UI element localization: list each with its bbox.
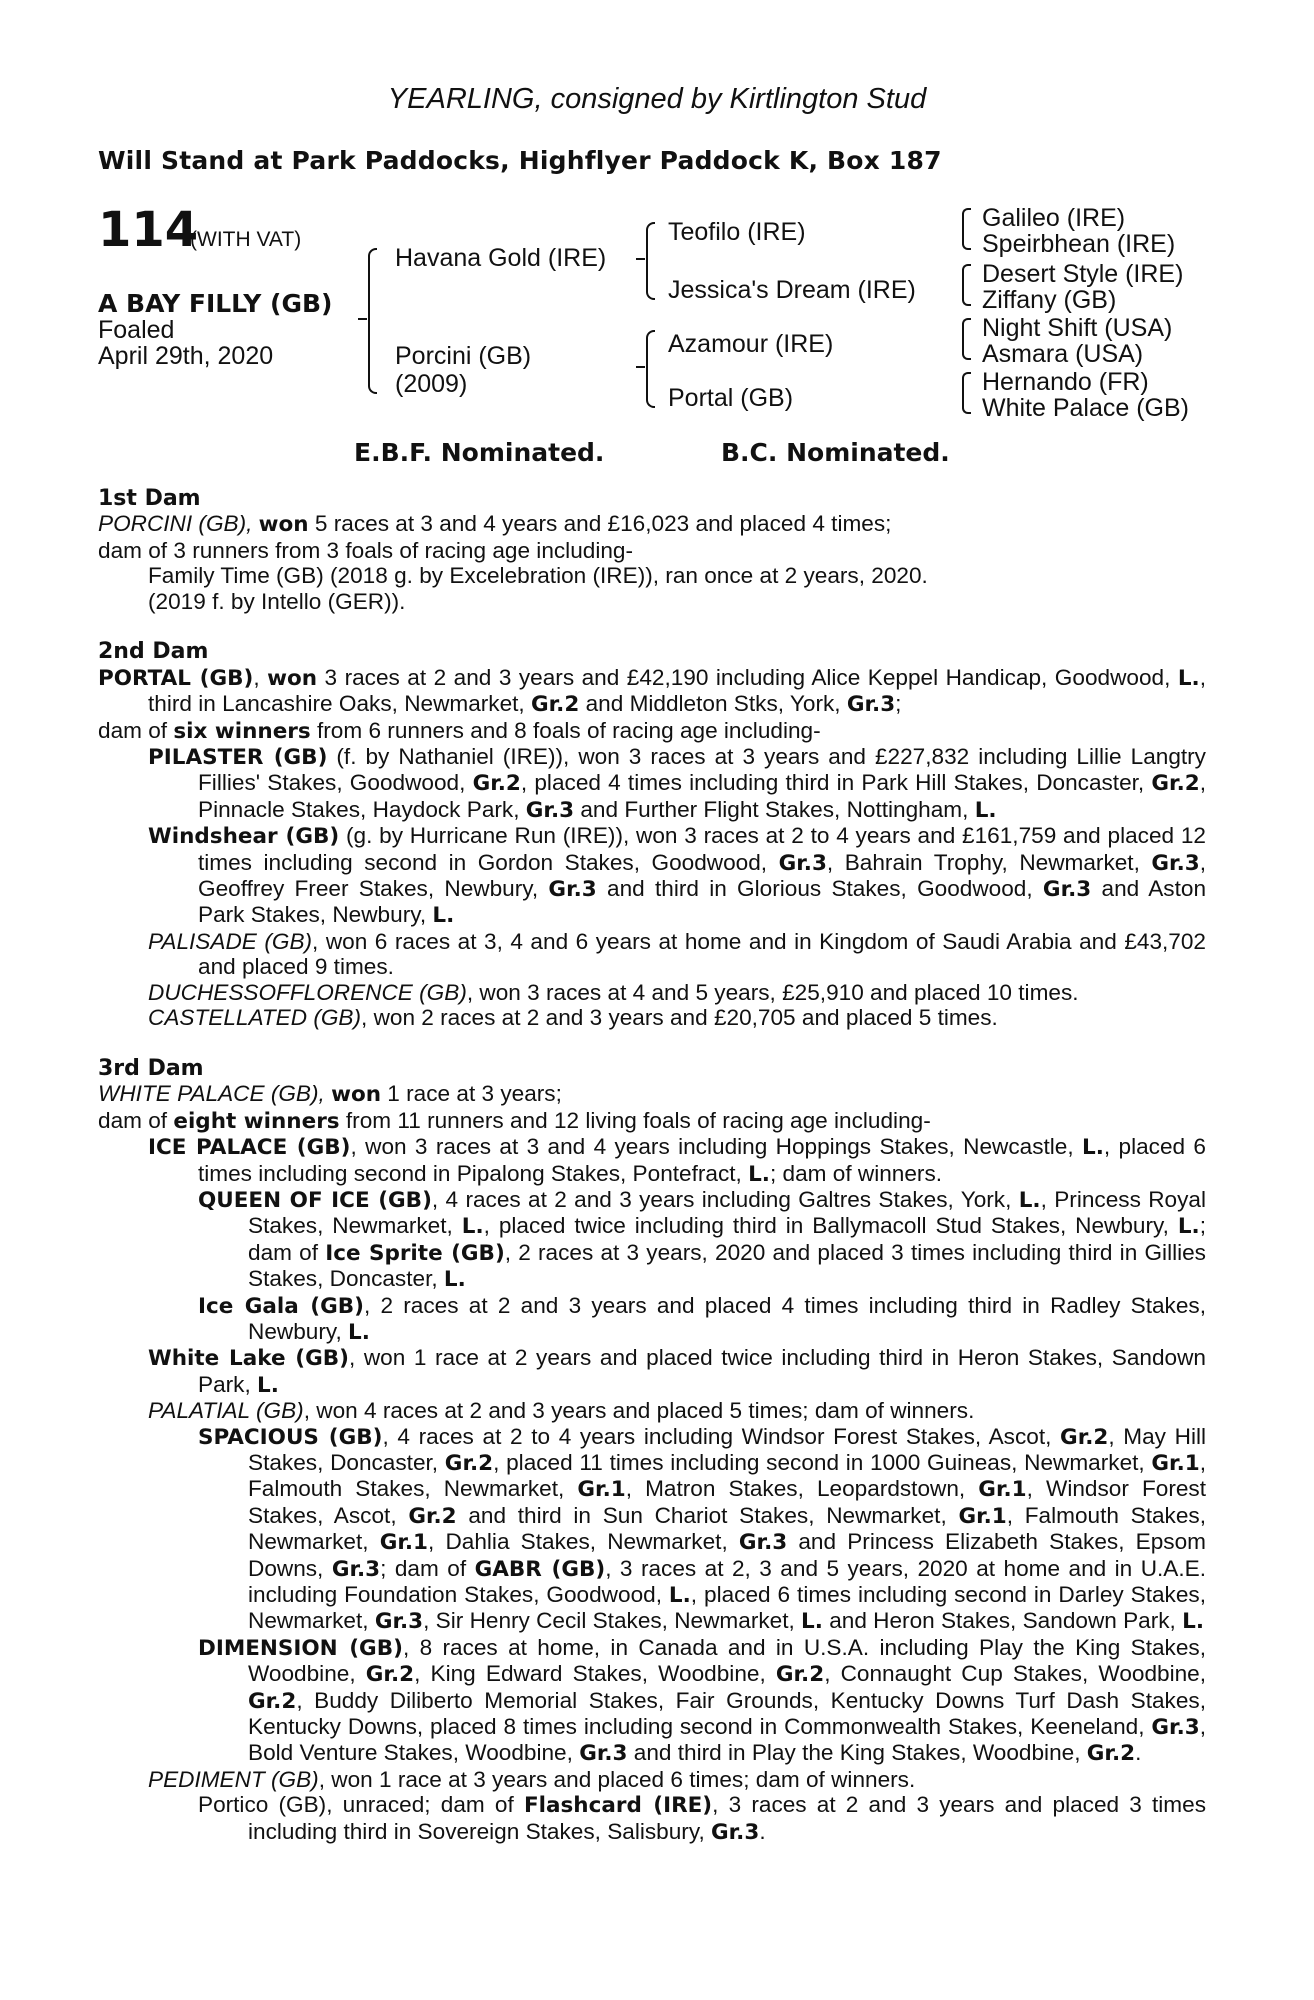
pedigree-brace-7 — [962, 372, 971, 414]
portal-produce — [98, 718, 1206, 744]
pedigree-g6: Asmara (USA) — [982, 340, 1144, 368]
grade-label: Gr.3 — [846, 692, 896, 718]
spacious-text: , May Hill Stakes, Doncaster, — [248, 1423, 1206, 1475]
ice-palace-text: ; dam of winners. — [769, 1160, 943, 1186]
ice-gala-entry — [198, 1293, 1206, 1346]
ebf-nomination: E.B.F. Nominated. — [354, 438, 605, 467]
pedigree-g7: Hernando (FR) — [982, 368, 1149, 396]
won-label: won — [331, 1082, 382, 1108]
white-lake-entry — [148, 1345, 1206, 1398]
pedigree-dam-year: (2009) — [395, 370, 468, 398]
queen-of-ice-text: , 4 races at 2 and 3 years including Galtres Stakes, York, — [431, 1186, 1019, 1212]
grade-label: Gr.2 — [1060, 1424, 1109, 1450]
spacious-entry — [198, 1424, 1206, 1635]
stand-location: Will Stand at Park Paddocks, Highflyer Paddock K, Box 187 — [98, 146, 942, 175]
pedigree-g2: Speirbhean (IRE) — [982, 230, 1176, 258]
listed-label: L. — [1082, 1135, 1104, 1161]
grade-label: Gr.3 — [711, 1819, 760, 1845]
windshear-text: and third in Glorious Stakes, Goodwood, — [596, 876, 1043, 902]
listed-label: L. — [974, 797, 997, 823]
pilaster-text: and Further Flight Stakes, Nottingham, — [574, 796, 975, 822]
listed-label: L. — [1177, 1214, 1200, 1240]
portico-text: , 3 races at 2 and 3 years and placed 3 times including third in Sovereign Stakes, Salisbury, — [248, 1792, 1206, 1844]
windshear-text: , Geoffrey Freer Stakes, Newbury, — [198, 849, 1206, 902]
pilaster-text: , Pinnacle Stakes, Haydock Park, — [198, 770, 1206, 822]
dimension-text: , Buddy Diliberto Memorial Stakes, Fair Grounds, Kentucky Downs Turf Dash Stakes, Kentucky Downs, placed 8 times including second in Commonwealth Stakes, Keeneland, — [248, 1687, 1206, 1740]
pedigree-sire: Havana Gold (IRE) — [395, 244, 607, 272]
pedigree-brace-3 — [646, 330, 655, 408]
queen-of-ice-text: ; dam of — [248, 1213, 1206, 1265]
listed-label: L. — [443, 1267, 466, 1293]
dimension-entry — [198, 1635, 1206, 1767]
foaled-label: Foaled — [98, 316, 175, 344]
palisade-text: , won 6 races at 3, 4 and 6 years at home and in Kingdom of Saudi Arabia and £43,702 and placed 9 times. — [198, 928, 1206, 980]
spacious-text: , placed 11 times including second in 1000 Guineas, Newmarket, — [493, 1450, 1152, 1475]
pedigree-brace-3-point — [636, 366, 645, 368]
ice-gala-name: Ice Gala (GB) — [198, 1293, 364, 1319]
spacious-text: , Windsor Forest Stakes, Ascot, — [248, 1476, 1206, 1528]
listed-label: L. — [1182, 1609, 1204, 1635]
dimension-text: and third in Play the King Stakes, Woodbine, — [627, 1740, 1087, 1766]
listed-label: L. — [257, 1372, 279, 1398]
pedigree-g4: Ziffany (GB) — [982, 286, 1117, 314]
palisade-entry — [148, 929, 1206, 980]
grade-label: Gr.2 — [1151, 771, 1200, 797]
queen-of-ice-text: , placed twice including third in Ballymacoll Stud Stakes, Newbury, — [483, 1213, 1178, 1239]
pedigree-brace-1 — [368, 248, 377, 394]
foaled-date: April 29th, 2020 — [98, 342, 274, 370]
grade-label: Gr.1 — [978, 1477, 1027, 1503]
spacious-text: , 4 races at 2 to 4 years including Windsor Forest Stakes, Ascot, — [382, 1423, 1061, 1449]
pediment-entry — [148, 1767, 1206, 1792]
listed-label: L. — [1018, 1187, 1041, 1213]
grade-label: Gr.1 — [1151, 1451, 1200, 1476]
grade-label: Gr.1 — [958, 1503, 1007, 1529]
first-dam-porcini — [98, 511, 1206, 537]
castellated-entry — [148, 1005, 1206, 1030]
grade-label: Gr.3 — [1151, 1715, 1200, 1741]
castellated-name: CASTELLATED (GB) — [148, 1005, 362, 1031]
flashcard-name: Flashcard (IRE) — [523, 1793, 713, 1819]
queen-of-ice-name: QUEEN OF ICE (GB) — [198, 1187, 432, 1213]
pedigree-g1: Galileo (IRE) — [982, 204, 1126, 232]
pedigree-dam: Porcini (GB) — [395, 342, 532, 370]
white-lake-text: , won 1 race at 2 years and placed twice including third in Heron Stakes, Sandown Park, — [198, 1345, 1206, 1397]
pedigree-dam-dam: Portal (GB) — [668, 384, 794, 412]
queen-of-ice-text: , 2 races at 3 years, 2020 and placed 3 times including third in Gillies Stakes, Doncaster, — [248, 1239, 1206, 1292]
portal-entry: PORTAL (GB), won 3 races at 2 and 3 years and £42,190 including Alice Keppel Handicap, Goodwood, L., third in Lancashire Oaks, Newmarket, Gr.2 and Middleton Stks, York, Gr.3; — [98, 664, 1207, 718]
grade-label: Gr.3 — [738, 1530, 788, 1556]
porcini-name: PORCINI (GB), — [98, 511, 259, 537]
listed-label: L. — [801, 1609, 823, 1635]
duchessofflorence-name: DUCHESSOFFLORENCE (GB) — [148, 979, 467, 1005]
dimension-text: , Connaught Cup Stakes, Woodbine, — [824, 1661, 1207, 1687]
listed-label: L. — [432, 903, 455, 929]
ice-gala-text: , 2 races at 2 and 3 years and placed 4 times including third in Radley Stakes, Newbury, — [248, 1292, 1206, 1344]
horse-name: A BAY FILLY (GB) — [98, 289, 333, 318]
listed-label: L. — [1177, 665, 1200, 691]
grade-label: Gr.3 — [1151, 850, 1200, 876]
ice-sprite-name: Ice Sprite (GB) — [325, 1240, 505, 1266]
pedigree-dam-sire: Azamour (IRE) — [668, 330, 834, 358]
grade-label: Gr.2 — [531, 692, 580, 718]
white-palace-text: 1 race at 3 years; — [381, 1081, 562, 1107]
ice-palace-entry — [148, 1134, 1206, 1187]
listed-label: L. — [668, 1583, 691, 1609]
portico-text: . — [759, 1818, 766, 1844]
pedigree-sire-sire: Teofilo (IRE) — [668, 218, 806, 246]
catalogue-title: YEARLING, consigned by Kirtlington Stud — [387, 83, 927, 115]
vat-note: (WITH VAT) — [190, 228, 302, 251]
grade-label: Gr.3 — [548, 877, 597, 903]
ice-palace-text: , won 3 races at 3 and 4 years including Hoppings Stakes, Newcastle, — [350, 1134, 1082, 1160]
queen-of-ice-text: , Princess Royal Stakes, Newmarket, — [248, 1186, 1206, 1239]
pedigree-brace-5 — [962, 264, 971, 306]
first-dam-produce: dam of 3 runners from 3 foals of racing age including- — [98, 537, 634, 563]
winners-count: six winners — [173, 718, 311, 744]
white-lake-name: White Lake (GB) — [148, 1346, 349, 1372]
portal-text: , third in Lancashire Oaks, Newmarket, — [148, 664, 1207, 717]
grade-label: Gr.3 — [331, 1556, 381, 1582]
duchessofflorence-text: , won 3 races at 4 and 5 years, £25,910 and placed 10 times. — [466, 979, 1079, 1005]
grade-label: Gr.3 — [525, 797, 575, 823]
first-dam-heading: 1st Dam — [98, 486, 201, 511]
windshear-text: , Bahrain Trophy, Newmarket, — [826, 849, 1152, 875]
white-palace-entry — [98, 1081, 1206, 1107]
pedigree-brace-2-point — [636, 258, 645, 260]
family-text — [98, 486, 1206, 1845]
grade-label: Gr.1 — [379, 1530, 429, 1556]
listed-label: L. — [748, 1161, 770, 1187]
pedigree-brace-4 — [962, 208, 971, 250]
winners-count: eight winners — [173, 1108, 340, 1134]
windshear-name: Windshear (GB) — [148, 824, 340, 850]
family-time-entry: Family Time (GB) (2018 g. by Excelebration (IRE)), ran once at 2 years, 2020. — [148, 563, 928, 589]
pedigree-brace-6 — [962, 318, 971, 360]
grade-label: Gr.3 — [374, 1609, 424, 1635]
foal-2019-entry: (2019 f. by Intello (GER)). — [148, 588, 406, 614]
windshear-entry — [148, 823, 1206, 929]
listed-label: L. — [348, 1319, 370, 1345]
dimension-text: . — [1135, 1740, 1142, 1766]
pedigree-brace-1-point — [358, 318, 367, 320]
spacious-text: ; dam of — [380, 1555, 475, 1581]
palatial-name: PALATIAL (GB) — [148, 1398, 304, 1424]
pilaster-text: , placed 4 times including third in Park Hill Stakes, Doncaster, — [520, 770, 1152, 796]
grade-label: Gr.1 — [577, 1477, 626, 1503]
grade-label: Gr.3 — [579, 1741, 628, 1767]
portal-name: PORTAL (GB) — [98, 665, 254, 691]
ice-palace-name: ICE PALACE (GB) — [148, 1135, 351, 1161]
pilaster-text: (f. by Nathaniel (IRE)), won 3 races at 3 years and £227,832 including Lillie Langtry Fillies' Stakes, Goodwood, — [198, 744, 1206, 796]
second-dam-heading: 2nd Dam — [98, 639, 209, 665]
portico-text: Portico (GB), unraced; dam of — [198, 1792, 524, 1818]
spacious-name: SPACIOUS (GB) — [198, 1424, 383, 1450]
dimension-text: , 8 races at home, in Canada and in U.S.A. including Play the King Stakes, Woodbine, — [248, 1634, 1206, 1687]
listed-label: L. — [461, 1214, 484, 1240]
windshear-text: (g. by Hurricane Run (IRE)), won 3 races at 2 to 4 years and £161,759 and placed 12 times including second in Gordon Stakes, Goodwood, — [198, 823, 1206, 875]
pedigree-sire-dam: Jessica's Dream (IRE) — [668, 276, 916, 304]
pedigree-brace-2 — [646, 222, 655, 300]
bc-nomination: B.C. Nominated. — [721, 438, 950, 467]
grade-label: Gr.3 — [778, 850, 827, 876]
palatial-text: , won 4 races at 2 and 3 years and placed 5 times; dam of winners. — [303, 1398, 975, 1424]
won-label: won — [258, 512, 309, 538]
produce-text: dam of — [98, 717, 174, 743]
dimension-name: DIMENSION (GB) — [198, 1635, 403, 1661]
pediment-text: , won 1 race at 3 years and placed 6 times; dam of winners. — [318, 1766, 916, 1792]
castellated-text: , won 2 races at 2 and 3 years and £20,705 and placed 5 times. — [361, 1005, 998, 1031]
pilaster-entry — [148, 744, 1206, 823]
spacious-text: , Falmouth Stakes, Newmarket, — [248, 1450, 1206, 1502]
won-label: won — [267, 665, 318, 691]
spacious-text: , placed 6 times including second in Darley Stakes, Newmarket, — [248, 1582, 1206, 1634]
windshear-text: and Aston Park Stakes, Newbury, — [198, 876, 1207, 928]
spacious-text: , Matron Stakes, Leopardstown, — [625, 1476, 979, 1502]
spacious-text: , Dahlia Stakes, Newmarket, — [428, 1529, 739, 1555]
grade-label: Gr.2 — [248, 1688, 297, 1714]
grade-label: Gr.2 — [444, 1451, 494, 1476]
produce-text: dam of — [98, 1107, 174, 1133]
pedigree-g3: Desert Style (IRE) — [982, 260, 1184, 288]
portal-text: 3 races at 2 and 3 years and £42,190 including Alice Keppel Handicap, Goodwood, — [317, 664, 1178, 690]
pediment-name: PEDIMENT (GB) — [148, 1766, 319, 1792]
grade-label: Gr.2 — [775, 1662, 825, 1688]
spacious-text: and Princess Elizabeth Stakes, Epsom Downs, — [248, 1529, 1206, 1581]
white-palace-produce — [98, 1108, 1206, 1134]
ice-palace-text: , placed 6 times including second in Pipalong Stakes, Pontefract, — [198, 1134, 1206, 1186]
produce-text: from 11 runners and 12 living foals of racing age including- — [339, 1107, 931, 1133]
grade-label: Gr.2 — [472, 771, 521, 797]
spacious-text: , 3 races at 2, 3 and 5 years, 2020 at home and in U.A.E. including Foundation Stakes, Goodwood, — [248, 1555, 1206, 1608]
white-palace-name: WHITE PALACE (GB), — [98, 1081, 332, 1107]
portal-text: ; — [895, 691, 902, 717]
grade-label: Gr.3 — [1042, 877, 1092, 903]
portico-entry — [198, 1792, 1206, 1845]
gabr-name: GABR (GB) — [474, 1556, 606, 1582]
third-dam-heading: 3rd Dam — [98, 1055, 204, 1081]
spacious-text: , Sir Henry Cecil Stakes, Newmarket, — [423, 1608, 802, 1634]
dimension-text: , King Edward Stakes, Woodbine, — [414, 1661, 776, 1687]
lot-number: 114 — [98, 202, 199, 258]
produce-text: from 6 runners and 8 foals of racing age including- — [310, 717, 821, 743]
spacious-text: and Heron Stakes, Sandown Park, — [822, 1608, 1183, 1634]
palatial-entry — [148, 1398, 1206, 1423]
pedigree-g8: White Palace (GB) — [982, 394, 1190, 422]
queen-of-ice-entry — [198, 1187, 1206, 1293]
portal-text: and Middleton Stks, York, — [579, 691, 847, 717]
pilaster-name: PILASTER (GB) — [148, 745, 328, 771]
spacious-text: , Falmouth Stakes, Newmarket, — [248, 1502, 1206, 1555]
grade-label: Gr.2 — [365, 1662, 415, 1688]
duchessofflorence-entry — [148, 980, 1206, 1005]
palisade-name: PALISADE (GB) — [148, 928, 313, 954]
grade-label: Gr.2 — [408, 1503, 457, 1529]
grade-label: Gr.2 — [1086, 1741, 1136, 1767]
pedigree-g5: Night Shift (USA) — [982, 314, 1173, 342]
dimension-text: , Bold Venture Stakes, Woodbine, — [248, 1714, 1206, 1766]
porcini-record: 5 races at 3 and 4 years and £16,023 and placed 4 times; — [308, 511, 892, 537]
spacious-text: and third in Sun Chariot Stakes, Newmarket, — [456, 1502, 959, 1528]
